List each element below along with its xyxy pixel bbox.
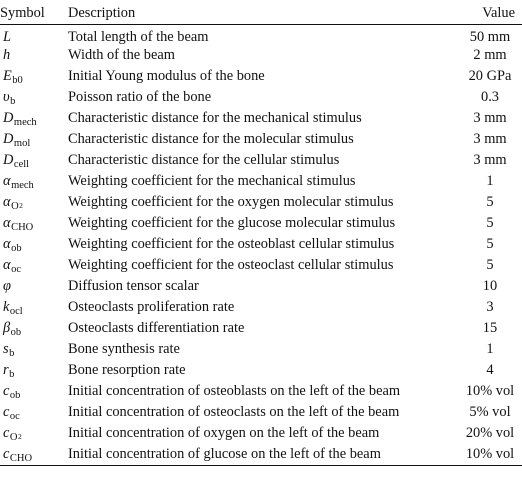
row-value: 3 mm bbox=[473, 110, 507, 127]
row-description: Initial concentration of oxygen on the left of the beam bbox=[68, 425, 380, 442]
symbol-letter: k bbox=[3, 299, 10, 316]
symbol-subscript: oc bbox=[11, 264, 21, 276]
row-description: Weighting coefficient for the osteoblast cellular stimulus bbox=[68, 236, 395, 253]
table-row bbox=[0, 129, 522, 150]
table-body bbox=[0, 24, 522, 465]
table-row bbox=[0, 297, 522, 318]
row-description: Bone resorption rate bbox=[68, 362, 186, 379]
symbol-subscript: b bbox=[9, 369, 15, 381]
symbol-letter: β bbox=[3, 320, 11, 337]
row-symbol bbox=[0, 24, 57, 45]
table-row bbox=[0, 318, 522, 339]
symbol-letter: c bbox=[3, 425, 10, 442]
symbol-subscript: b0 bbox=[12, 75, 23, 87]
symbol-subscript: CHO bbox=[9, 453, 33, 464]
symbol-subscript: CHO bbox=[11, 222, 34, 234]
row-symbol bbox=[0, 66, 57, 87]
symbol-subscript: b bbox=[9, 348, 15, 360]
row-symbol bbox=[0, 360, 57, 381]
row-description: Poisson ratio of the bone bbox=[68, 89, 212, 106]
symbol-sub-subscript: 2 bbox=[17, 432, 22, 442]
row-value: 10% vol bbox=[450, 444, 522, 465]
symbol-subscript: O bbox=[9, 432, 18, 444]
row-symbol bbox=[0, 297, 57, 318]
symbol-letter: α bbox=[3, 194, 11, 211]
symbol-subscript: ob bbox=[10, 327, 22, 339]
row-description: Diffusion tensor scalar bbox=[68, 278, 199, 295]
table-row bbox=[0, 276, 522, 297]
row-symbol bbox=[0, 255, 57, 276]
row-symbol bbox=[0, 129, 57, 150]
row-symbol bbox=[0, 318, 57, 339]
table-row bbox=[0, 45, 522, 66]
symbol-letter: D bbox=[3, 110, 14, 127]
row-value: 0.3 bbox=[481, 89, 499, 106]
row-value: 3 bbox=[486, 299, 494, 316]
row-description: Total length of the beam bbox=[68, 28, 209, 45]
symbol-letter: c bbox=[3, 404, 10, 421]
row-symbol bbox=[0, 339, 57, 360]
row-symbol bbox=[0, 402, 57, 423]
row-symbol bbox=[0, 171, 57, 192]
parameter-table bbox=[0, 2, 522, 466]
symbol-subscript: cell bbox=[13, 159, 30, 171]
row-symbol bbox=[0, 150, 57, 171]
row-value: 4 bbox=[486, 362, 494, 379]
row-value: 20 GPa bbox=[468, 68, 512, 85]
row-description: Weighting coefficient for the mechanical stimulus bbox=[68, 173, 356, 190]
table-row bbox=[0, 108, 522, 129]
symbol-letter: h bbox=[3, 47, 11, 64]
header-value: Value bbox=[450, 2, 522, 24]
table-row bbox=[0, 402, 522, 423]
row-description: Weighting coefficient for the oxygen molecular stimulus bbox=[68, 194, 394, 211]
symbol-subscript: b bbox=[10, 96, 16, 108]
row-value: 5 bbox=[486, 215, 494, 232]
row-symbol bbox=[0, 192, 57, 213]
row-value: 20% vol bbox=[465, 425, 515, 442]
table-row bbox=[0, 381, 522, 402]
symbol-letter: φ bbox=[3, 278, 11, 295]
symbol-letter: c bbox=[3, 446, 10, 462]
row-symbol bbox=[0, 213, 57, 234]
header-description: Description bbox=[57, 2, 450, 24]
symbol-subscript: O bbox=[11, 201, 19, 213]
row-description: Osteoclasts differentiation rate bbox=[68, 320, 245, 337]
row-value: 5 bbox=[486, 236, 494, 253]
row-value: 5 bbox=[486, 194, 494, 211]
row-symbol bbox=[0, 108, 57, 129]
table-row bbox=[0, 87, 522, 108]
symbol-letter: c bbox=[3, 383, 10, 400]
row-value: 10 bbox=[482, 278, 498, 295]
symbol-subscript: oc bbox=[9, 411, 20, 423]
table-row bbox=[0, 234, 522, 255]
symbol-letter: υ bbox=[3, 89, 10, 106]
symbol-subscript: ocl bbox=[9, 306, 23, 318]
row-description: Initial Young modulus of the bone bbox=[68, 68, 265, 85]
row-symbol bbox=[0, 423, 57, 444]
table-row bbox=[0, 192, 522, 213]
symbol-subscript: mech bbox=[13, 117, 37, 129]
symbol-subscript: ob bbox=[9, 390, 21, 402]
row-value: 3 mm bbox=[473, 131, 507, 148]
row-value: 1 bbox=[486, 173, 494, 190]
row-value: 5% vol bbox=[469, 404, 511, 421]
symbol-subscript: ob bbox=[11, 243, 22, 255]
table-row bbox=[0, 24, 522, 45]
row-symbol bbox=[0, 381, 57, 402]
symbol-subscript: mol bbox=[13, 138, 31, 150]
table-row bbox=[0, 255, 522, 276]
row-value: 3 mm bbox=[473, 152, 507, 169]
row-description: Weighting coefficient for the glucose molecular stimulus bbox=[68, 215, 396, 232]
row-description: Initial concentration of osteoclasts on the left of the beam bbox=[68, 404, 400, 421]
parameter-table-container bbox=[0, 2, 522, 466]
row-value: 50 mm bbox=[469, 28, 511, 45]
table-row bbox=[0, 360, 522, 381]
symbol-subscript: mech bbox=[11, 180, 34, 192]
row-value: 1 bbox=[486, 341, 494, 358]
symbol-letter: α bbox=[3, 257, 11, 274]
header-symbol: Symbol bbox=[0, 2, 57, 24]
row-symbol bbox=[0, 276, 57, 297]
symbol-letter: α bbox=[3, 236, 11, 253]
row-value: 10% vol bbox=[465, 383, 515, 400]
row-description: Osteoclasts proliferation rate bbox=[68, 299, 235, 316]
table-row bbox=[0, 171, 522, 192]
row-description: Characteristic distance for the mechanical stimulus bbox=[68, 110, 362, 127]
row-description: Width of the beam bbox=[68, 47, 175, 64]
row-symbol bbox=[0, 444, 57, 465]
row-description: Weighting coefficient for the osteoclast cellular stimulus bbox=[68, 257, 394, 274]
row-symbol bbox=[0, 234, 57, 255]
row-symbol bbox=[0, 45, 57, 66]
header-row bbox=[0, 2, 522, 24]
table-row bbox=[0, 213, 522, 234]
table-row bbox=[0, 423, 522, 444]
symbol-letter: L bbox=[3, 28, 12, 45]
symbol-letter: s bbox=[3, 341, 9, 358]
table-row bbox=[0, 339, 522, 360]
symbol-letter: α bbox=[3, 173, 11, 190]
table-row bbox=[0, 444, 522, 465]
symbol-letter: E bbox=[3, 68, 12, 85]
row-value: 5 bbox=[486, 257, 494, 274]
row-description: Characteristic distance for the cellular stimulus bbox=[68, 152, 340, 169]
symbol-letter: r bbox=[3, 362, 9, 379]
row-value: 15 bbox=[482, 320, 498, 337]
row-description: Initial concentration of glucose on the left of the beam bbox=[57, 444, 450, 465]
row-description: Characteristic distance for the molecular stimulus bbox=[68, 131, 354, 148]
row-value: 2 mm bbox=[473, 47, 507, 64]
table-header bbox=[0, 2, 522, 24]
symbol-letter: D bbox=[3, 152, 14, 169]
row-description: Initial concentration of osteoblasts on the left of the beam bbox=[68, 383, 401, 400]
table-row bbox=[0, 150, 522, 171]
symbol-letter: D bbox=[3, 131, 14, 148]
row-symbol bbox=[0, 87, 57, 108]
table-row bbox=[0, 66, 522, 87]
row-description: Bone synthesis rate bbox=[68, 341, 180, 358]
symbol-sub-subscript: 2 bbox=[19, 201, 23, 211]
symbol-letter: α bbox=[3, 215, 11, 232]
